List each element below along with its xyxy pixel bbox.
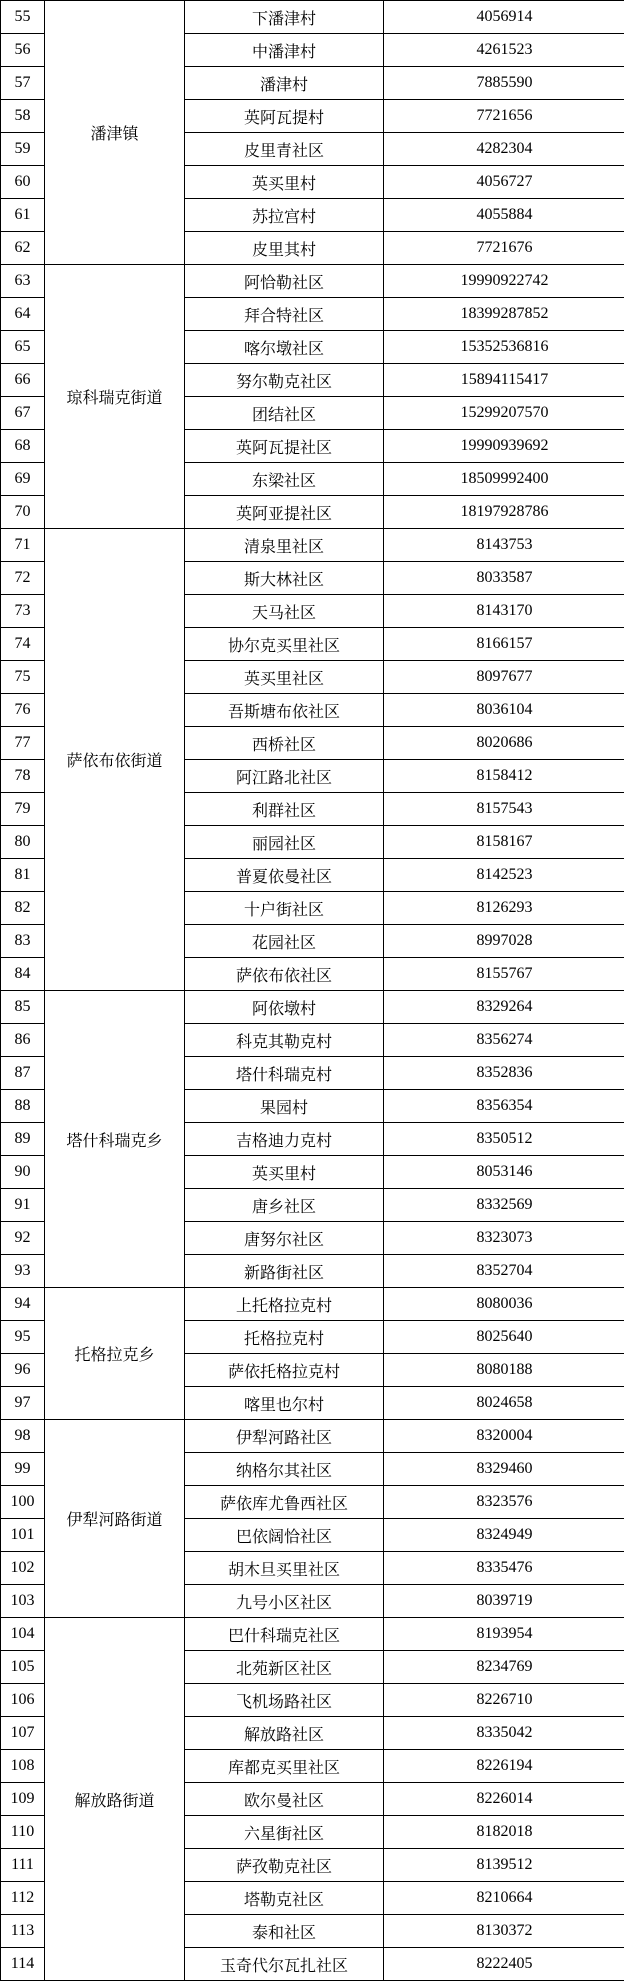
row-number-cell: 108 [1, 1750, 45, 1783]
phone-number-cell: 8332569 [384, 1189, 624, 1222]
row-number-cell: 104 [1, 1618, 45, 1651]
community-cell: 萨孜勒克社区 [185, 1849, 384, 1882]
community-cell: 解放路社区 [185, 1717, 384, 1750]
community-cell: 库都克买里社区 [185, 1750, 384, 1783]
phone-number-cell: 4056914 [384, 1, 624, 34]
community-cell: 英阿瓦提社区 [185, 430, 384, 463]
community-cell: 上托格拉克村 [185, 1288, 384, 1321]
community-cell: 英阿瓦提村 [185, 100, 384, 133]
row-number-cell: 66 [1, 364, 45, 397]
community-cell: 六星街社区 [185, 1816, 384, 1849]
community-cell: 拜合特社区 [185, 298, 384, 331]
row-number-cell: 106 [1, 1684, 45, 1717]
phone-number-cell: 8352836 [384, 1057, 624, 1090]
row-number-cell: 102 [1, 1552, 45, 1585]
row-number-cell: 60 [1, 166, 45, 199]
phone-number-cell: 8158412 [384, 760, 624, 793]
community-cell: 萨依库尤鲁西社区 [185, 1486, 384, 1519]
township-cell: 潘津镇 [45, 1, 185, 265]
community-cell: 塔什科瑞克村 [185, 1057, 384, 1090]
community-cell: 巴什科瑞克社区 [185, 1618, 384, 1651]
row-number-cell: 110 [1, 1816, 45, 1849]
phone-number-cell: 8080188 [384, 1354, 624, 1387]
community-cell: 萨依布依社区 [185, 958, 384, 991]
township-cell: 塔什科瑞克乡 [45, 991, 185, 1288]
row-number-cell: 58 [1, 100, 45, 133]
phone-number-cell: 8020686 [384, 727, 624, 760]
table-row [1, 529, 624, 562]
phone-number-cell: 7721656 [384, 100, 624, 133]
community-cell: 十户街社区 [185, 892, 384, 925]
phone-number-cell: 8234769 [384, 1651, 624, 1684]
community-cell: 吾斯塘布依社区 [185, 694, 384, 727]
phone-number-cell: 8025640 [384, 1321, 624, 1354]
row-number-cell: 81 [1, 859, 45, 892]
phone-number-cell: 15894115417 [384, 364, 624, 397]
phone-number-cell: 8158167 [384, 826, 624, 859]
community-cell: 伊犁河路社区 [185, 1420, 384, 1453]
community-cell: 花园社区 [185, 925, 384, 958]
community-cell: 利群社区 [185, 793, 384, 826]
phone-number-cell: 8329264 [384, 991, 624, 1024]
row-number-cell: 68 [1, 430, 45, 463]
phone-number-cell: 8130372 [384, 1915, 624, 1948]
row-number-cell: 63 [1, 265, 45, 298]
phone-number-cell: 8143753 [384, 529, 624, 562]
phone-number-cell: 8024658 [384, 1387, 624, 1420]
row-number-cell: 56 [1, 34, 45, 67]
community-cell: 阿依墩村 [185, 991, 384, 1024]
row-number-cell: 69 [1, 463, 45, 496]
phone-number-cell: 4261523 [384, 34, 624, 67]
row-number-cell: 97 [1, 1387, 45, 1420]
row-number-cell: 87 [1, 1057, 45, 1090]
community-cell: 北苑新区社区 [185, 1651, 384, 1684]
phone-number-cell: 8324949 [384, 1519, 624, 1552]
community-cell: 飞机场路社区 [185, 1684, 384, 1717]
phone-number-cell: 4055884 [384, 199, 624, 232]
community-cell: 托格拉克村 [185, 1321, 384, 1354]
row-number-cell: 61 [1, 199, 45, 232]
community-cell: 塔勒克社区 [185, 1882, 384, 1915]
phone-number-cell: 7721676 [384, 232, 624, 265]
community-cell: 下潘津村 [185, 1, 384, 34]
phone-number-cell: 8139512 [384, 1849, 624, 1882]
phone-number-cell: 8080036 [384, 1288, 624, 1321]
phone-number-cell: 8039719 [384, 1585, 624, 1618]
row-number-cell: 78 [1, 760, 45, 793]
phone-number-cell: 8997028 [384, 925, 624, 958]
row-number-cell: 107 [1, 1717, 45, 1750]
row-number-cell: 57 [1, 67, 45, 100]
community-cell: 中潘津村 [185, 34, 384, 67]
phone-number-cell: 8210664 [384, 1882, 624, 1915]
community-cell: 努尔勒克社区 [185, 364, 384, 397]
phone-number-cell: 15299207570 [384, 397, 624, 430]
community-cell: 喀里也尔村 [185, 1387, 384, 1420]
phone-number-cell: 8329460 [384, 1453, 624, 1486]
phone-number-cell: 15352536816 [384, 331, 624, 364]
table-row [1, 1618, 624, 1651]
community-cell: 泰和社区 [185, 1915, 384, 1948]
phone-number-cell: 8323576 [384, 1486, 624, 1519]
phone-number-cell: 18509992400 [384, 463, 624, 496]
community-cell: 阿恰勒社区 [185, 265, 384, 298]
community-cell: 皮里其村 [185, 232, 384, 265]
community-cell: 西桥社区 [185, 727, 384, 760]
phone-number-cell: 8352704 [384, 1255, 624, 1288]
phone-number-cell: 8182018 [384, 1816, 624, 1849]
community-cell: 阿江路北社区 [185, 760, 384, 793]
phone-number-cell: 8053146 [384, 1156, 624, 1189]
phone-number-cell: 8323073 [384, 1222, 624, 1255]
community-cell: 英阿亚提社区 [185, 496, 384, 529]
community-cell: 英买里村 [185, 1156, 384, 1189]
phone-number-cell: 8356274 [384, 1024, 624, 1057]
row-number-cell: 88 [1, 1090, 45, 1123]
phone-number-cell: 19990939692 [384, 430, 624, 463]
phone-number-cell: 8126293 [384, 892, 624, 925]
row-number-cell: 99 [1, 1453, 45, 1486]
phone-number-cell: 8226194 [384, 1750, 624, 1783]
community-cell: 科克其勒克村 [185, 1024, 384, 1057]
community-cell: 唐努尔社区 [185, 1222, 384, 1255]
community-cell: 团结社区 [185, 397, 384, 430]
row-number-cell: 77 [1, 727, 45, 760]
phone-number-cell: 8335042 [384, 1717, 624, 1750]
row-number-cell: 76 [1, 694, 45, 727]
row-number-cell: 91 [1, 1189, 45, 1222]
community-cell: 吉格迪力克村 [185, 1123, 384, 1156]
community-cell: 协尔克买里社区 [185, 628, 384, 661]
row-number-cell: 114 [1, 1948, 45, 1981]
row-number-cell: 101 [1, 1519, 45, 1552]
community-cell: 苏拉宫村 [185, 199, 384, 232]
community-cell: 玉奇代尔瓦扎社区 [185, 1948, 384, 1981]
table-row [1, 1420, 624, 1453]
phone-number-cell: 8356354 [384, 1090, 624, 1123]
row-number-cell: 85 [1, 991, 45, 1024]
phone-number-cell: 8097677 [384, 661, 624, 694]
row-number-cell: 90 [1, 1156, 45, 1189]
row-number-cell: 95 [1, 1321, 45, 1354]
row-number-cell: 74 [1, 628, 45, 661]
row-number-cell: 92 [1, 1222, 45, 1255]
row-number-cell: 79 [1, 793, 45, 826]
community-cell: 九号小区社区 [185, 1585, 384, 1618]
row-number-cell: 96 [1, 1354, 45, 1387]
phone-number-cell: 8222405 [384, 1948, 624, 1981]
row-number-cell: 98 [1, 1420, 45, 1453]
phone-number-cell: 18197928786 [384, 496, 624, 529]
phone-number-cell: 8226710 [384, 1684, 624, 1717]
phone-number-cell: 8226014 [384, 1783, 624, 1816]
table-row [1, 991, 624, 1024]
row-number-cell: 67 [1, 397, 45, 430]
table-row [1, 1288, 624, 1321]
row-number-cell: 89 [1, 1123, 45, 1156]
row-number-cell: 93 [1, 1255, 45, 1288]
community-cell: 皮里青社区 [185, 133, 384, 166]
township-cell: 解放路街道 [45, 1618, 185, 1981]
contact-table-body [1, 1, 624, 1981]
phone-number-cell: 8036104 [384, 694, 624, 727]
row-number-cell: 105 [1, 1651, 45, 1684]
row-number-cell: 55 [1, 1, 45, 34]
row-number-cell: 59 [1, 133, 45, 166]
row-number-cell: 73 [1, 595, 45, 628]
community-cell: 潘津村 [185, 67, 384, 100]
row-number-cell: 82 [1, 892, 45, 925]
row-number-cell: 71 [1, 529, 45, 562]
community-cell: 萨依托格拉克村 [185, 1354, 384, 1387]
phone-number-cell: 8155767 [384, 958, 624, 991]
row-number-cell: 86 [1, 1024, 45, 1057]
community-cell: 英买里村 [185, 166, 384, 199]
township-cell: 托格拉克乡 [45, 1288, 185, 1420]
table-row [1, 265, 624, 298]
row-number-cell: 72 [1, 562, 45, 595]
community-cell: 欧尔曼社区 [185, 1783, 384, 1816]
community-cell: 普夏依曼社区 [185, 859, 384, 892]
row-number-cell: 109 [1, 1783, 45, 1816]
row-number-cell: 84 [1, 958, 45, 991]
community-cell: 丽园社区 [185, 826, 384, 859]
phone-number-cell: 8350512 [384, 1123, 624, 1156]
phone-number-cell: 8166157 [384, 628, 624, 661]
row-number-cell: 62 [1, 232, 45, 265]
community-cell: 新路街社区 [185, 1255, 384, 1288]
township-cell: 伊犁河路街道 [45, 1420, 185, 1618]
row-number-cell: 94 [1, 1288, 45, 1321]
row-number-cell: 70 [1, 496, 45, 529]
community-cell: 唐乡社区 [185, 1189, 384, 1222]
phone-number-cell: 8193954 [384, 1618, 624, 1651]
phone-number-cell: 4056727 [384, 166, 624, 199]
phone-number-cell: 8320004 [384, 1420, 624, 1453]
community-cell: 胡木旦买里社区 [185, 1552, 384, 1585]
row-number-cell: 75 [1, 661, 45, 694]
row-number-cell: 111 [1, 1849, 45, 1882]
phone-number-cell: 8143170 [384, 595, 624, 628]
row-number-cell: 83 [1, 925, 45, 958]
community-cell: 英买里社区 [185, 661, 384, 694]
row-number-cell: 100 [1, 1486, 45, 1519]
phone-number-cell: 8157543 [384, 793, 624, 826]
phone-number-cell: 4282304 [384, 133, 624, 166]
township-cell: 萨依布依街道 [45, 529, 185, 991]
phone-number-cell: 8033587 [384, 562, 624, 595]
phone-number-cell: 7885590 [384, 67, 624, 100]
community-cell: 清泉里社区 [185, 529, 384, 562]
phone-number-cell: 18399287852 [384, 298, 624, 331]
township-cell: 琼科瑞克街道 [45, 265, 185, 529]
community-cell: 天马社区 [185, 595, 384, 628]
table-row [1, 1, 624, 34]
phone-number-cell: 8142523 [384, 859, 624, 892]
community-cell: 喀尔墩社区 [185, 331, 384, 364]
row-number-cell: 112 [1, 1882, 45, 1915]
community-cell: 斯大林社区 [185, 562, 384, 595]
row-number-cell: 103 [1, 1585, 45, 1618]
phone-number-cell: 19990922742 [384, 265, 624, 298]
community-cell: 纳格尔其社区 [185, 1453, 384, 1486]
phone-number-cell: 8335476 [384, 1552, 624, 1585]
row-number-cell: 80 [1, 826, 45, 859]
community-cell: 巴依阔恰社区 [185, 1519, 384, 1552]
row-number-cell: 64 [1, 298, 45, 331]
community-cell: 果园村 [185, 1090, 384, 1123]
row-number-cell: 65 [1, 331, 45, 364]
community-cell: 东梁社区 [185, 463, 384, 496]
row-number-cell: 113 [1, 1915, 45, 1948]
